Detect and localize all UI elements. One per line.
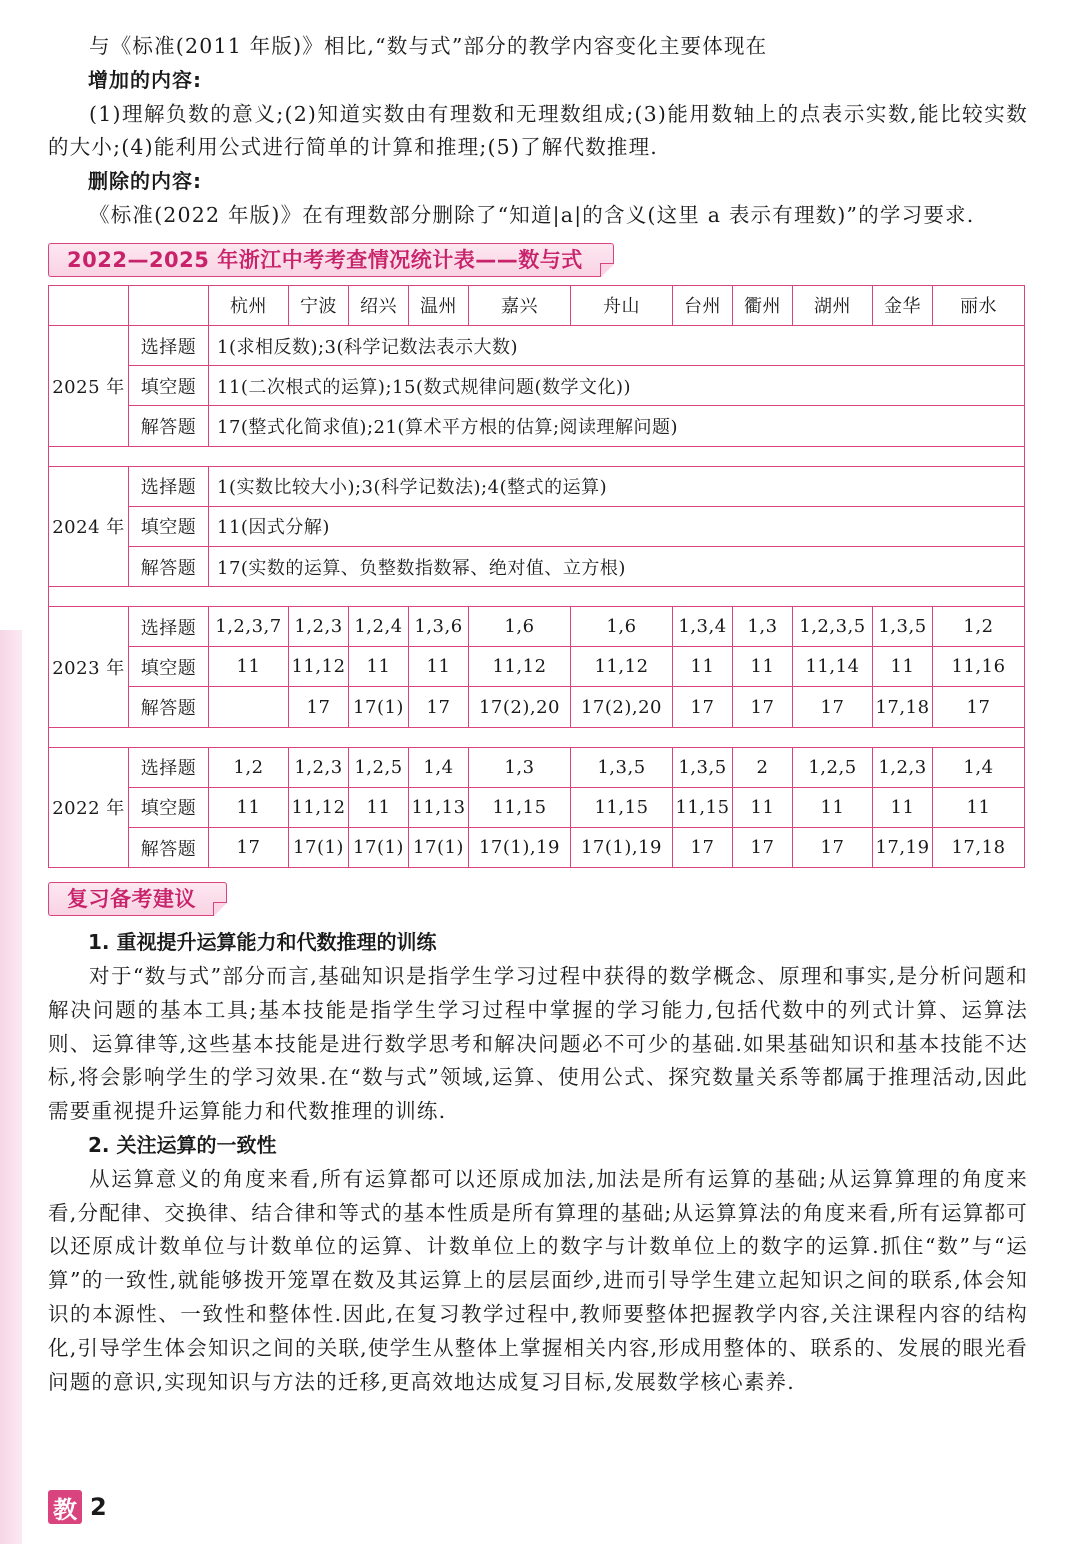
question-number-cell: 2 — [733, 747, 793, 787]
question-number-cell: 11 — [349, 787, 409, 827]
question-type-cell: 填空题 — [129, 787, 209, 827]
table-row — [49, 607, 1025, 647]
question-number-cell: 11 — [673, 647, 733, 687]
table-row — [49, 647, 1025, 687]
question-number-cell: 17(1) — [349, 828, 409, 868]
question-number-cell — [209, 687, 289, 727]
merged-content-cell: 17(实数的运算、负整数指数幂、绝对值、立方根) — [209, 546, 1025, 586]
table-row — [49, 406, 1025, 446]
advice-heading-2: 2. 关注运算的一致性 — [88, 1133, 277, 1157]
table-title — [48, 243, 614, 277]
question-number-cell: 1,2,3 — [289, 747, 349, 787]
question-number-cell: 17 — [673, 687, 733, 727]
question-number-cell: 17(1) — [349, 687, 409, 727]
city-header: 台州 — [673, 285, 733, 325]
advice-paragraph-1: 对于“数与式”部分而言,基础知识是指学生学习过程中获得的数学概念、原理和事实,是分析问题和解决问题的基本工具;基本技能是指学生学习过程中掌握的学习能力,包括代数中的列式计算、运算法则、运算律等,这些基本技能是进行数学思考和解决问题必不可少的基础.如果基础知识和基本技能不达标,将会影响学生的学习效果.在“数与式”领域,运算、使用公式、探究数量关系等都属于推理活动,因此需要重视提升运算能力和代数推理的训练. — [48, 964, 1028, 1124]
question-number-cell: 1,3,4 — [673, 607, 733, 647]
side-decoration-band — [0, 630, 22, 1544]
city-header: 嘉兴 — [469, 285, 571, 325]
question-number-cell: 1,4 — [933, 747, 1025, 787]
year-cell: 2025 年 — [49, 325, 129, 446]
question-number-cell: 17 — [209, 828, 289, 868]
city-header: 湖州 — [793, 285, 873, 325]
removed-text: 《标准(2022 年版)》在有理数部分删除了“知道|a|的含义(这里 a 表示有理数)”的学习要求. — [89, 202, 975, 227]
question-number-cell: 17(2),20 — [571, 687, 673, 727]
table-row — [49, 366, 1025, 406]
added-text: (1)理解负数的意义;(2)知道实数由有理数和无理数组成;(3)能用数轴上的点表示实数,能比较实数的大小;(4)能利用公式进行简单的计算和推理;(5)了解代数推理. — [48, 101, 1028, 160]
year-cell: 2023 年 — [49, 607, 129, 728]
question-number-cell: 17(1) — [409, 828, 469, 868]
question-number-cell: 11,12 — [571, 647, 673, 687]
question-number-cell: 17 — [673, 828, 733, 868]
city-header: 丽水 — [933, 285, 1025, 325]
table-row — [49, 828, 1025, 868]
city-header: 衢州 — [733, 285, 793, 325]
question-number-cell: 17,18 — [933, 828, 1025, 868]
question-number-cell: 17 — [733, 687, 793, 727]
question-number-cell: 1,3,5 — [873, 607, 933, 647]
question-number-cell: 11,12 — [289, 787, 349, 827]
table-row — [49, 325, 1025, 365]
question-type-cell: 填空题 — [129, 366, 209, 406]
page-number: 2 — [90, 1493, 107, 1521]
question-number-cell: 1,6 — [469, 607, 571, 647]
question-number-cell: 17,19 — [873, 828, 933, 868]
question-number-cell: 1,3,5 — [571, 747, 673, 787]
table-row — [49, 466, 1025, 506]
question-number-cell: 17 — [409, 687, 469, 727]
merged-content-cell: 11(因式分解) — [209, 506, 1025, 546]
question-number-cell: 11,15 — [469, 787, 571, 827]
merged-content-cell: 1(实数比较大小);3(科学记数法);4(整式的运算) — [209, 466, 1025, 506]
city-header: 金华 — [873, 285, 933, 325]
stats-table — [48, 285, 1025, 868]
question-number-cell: 17 — [793, 687, 873, 727]
question-number-cell: 1,6 — [571, 607, 673, 647]
year-cell: 2022 年 — [49, 747, 129, 868]
question-number-cell: 11,15 — [673, 787, 733, 827]
table-title-text: 2022—2025 年浙江中考考查情况统计表——数与式 — [67, 247, 583, 272]
city-header: 温州 — [409, 285, 469, 325]
table-row — [49, 747, 1025, 787]
city-header: 舟山 — [571, 285, 673, 325]
intro-line: 与《标准(2011 年版)》相比,“数与式”部分的教学内容变化主要体现在 — [89, 34, 768, 58]
year-cell: 2024 年 — [49, 466, 129, 587]
question-number-cell: 17 — [289, 687, 349, 727]
merged-content-cell: 17(整式化简求值);21(算术平方根的估算;阅读理解问题) — [209, 406, 1025, 446]
question-number-cell: 11,15 — [571, 787, 673, 827]
advice-title-wrap — [48, 882, 1028, 916]
advice-title — [48, 882, 227, 916]
question-type-cell: 选择题 — [129, 747, 209, 787]
question-number-cell: 17(1) — [289, 828, 349, 868]
question-number-cell: 1,2,5 — [793, 747, 873, 787]
page-footer — [48, 1490, 107, 1524]
table-title-wrap — [48, 243, 1028, 277]
advice-paragraph-2: 从运算意义的角度来看,所有运算都可以还原成加法,加法是所有运算的基础;从运算算理的角度来看,分配律、交换律、结合律和等式的基本性质是所有算理的基础;从运算算法的角度来看,所有运算都可以还原成计数单位与计数单位的运算、计数单位上的数字与计数单位上的数字的运算.抓住“数”与“运算”的一致性,就能够拨开笼罩在数及其运算上的层层面纱,进而引导学生建立起知识之间的联系,体会知识的本源性、一致性和整体性.因此,在复习教学过程中,教师要整体把握教学内容,关注课程内容的结构化,引导学生体会知识之间的关联,使学生从整体上掌握相关内容,形成用整体的、联系的、发展的眼光看问题的意识,实现知识与方法的迁移,更高效地达成复习目标,发展数学核心素养. — [48, 1166, 1028, 1394]
question-number-cell: 1,3,6 — [409, 607, 469, 647]
spacer-row — [49, 587, 1025, 607]
question-number-cell: 17 — [793, 828, 873, 868]
question-number-cell: 1,2 — [209, 747, 289, 787]
advice-heading-1: 1. 重视提升运算能力和代数推理的训练 — [88, 930, 437, 955]
question-number-cell: 11,14 — [793, 647, 873, 687]
spacer-cell — [49, 727, 1025, 747]
question-number-cell: 1,3 — [733, 607, 793, 647]
question-number-cell: 11 — [873, 647, 933, 687]
spacer-row — [49, 727, 1025, 747]
question-number-cell: 17,18 — [873, 687, 933, 727]
question-number-cell: 1,2,3,5 — [793, 607, 873, 647]
removed-heading: 删除的内容: — [88, 169, 202, 194]
question-type-cell: 选择题 — [129, 325, 209, 365]
question-number-cell: 17 — [933, 687, 1025, 727]
spacer-row — [49, 446, 1025, 466]
spacer-cell — [49, 446, 1025, 466]
corner-fold-icon — [600, 263, 614, 277]
question-number-cell: 11 — [793, 787, 873, 827]
header-blank — [129, 285, 209, 325]
question-type-cell: 填空题 — [129, 647, 209, 687]
question-type-cell: 选择题 — [129, 466, 209, 506]
question-number-cell: 17 — [733, 828, 793, 868]
question-number-cell: 1,2,4 — [349, 607, 409, 647]
question-number-cell: 11 — [209, 787, 289, 827]
spacer-cell — [49, 587, 1025, 607]
question-number-cell: 17(1),19 — [469, 828, 571, 868]
table-row — [49, 787, 1025, 827]
table-row — [49, 687, 1025, 727]
city-header: 绍兴 — [349, 285, 409, 325]
question-number-cell: 11 — [873, 787, 933, 827]
question-number-cell: 11 — [733, 647, 793, 687]
question-type-cell: 填空题 — [129, 506, 209, 546]
table-header-row — [49, 285, 1025, 325]
table-row — [49, 506, 1025, 546]
subject-badge: 教 — [48, 1490, 82, 1524]
question-type-cell: 解答题 — [129, 828, 209, 868]
question-number-cell: 1,2 — [933, 607, 1025, 647]
question-number-cell: 1,2,3 — [289, 607, 349, 647]
question-number-cell: 1,2,5 — [349, 747, 409, 787]
question-number-cell: 11,12 — [469, 647, 571, 687]
corner-fold-icon — [213, 902, 227, 916]
question-number-cell: 1,2,3,7 — [209, 607, 289, 647]
question-number-cell: 11 — [349, 647, 409, 687]
question-type-cell: 解答题 — [129, 406, 209, 446]
table-row — [49, 546, 1025, 586]
question-type-cell: 选择题 — [129, 607, 209, 647]
question-number-cell: 11,16 — [933, 647, 1025, 687]
question-number-cell: 11,13 — [409, 787, 469, 827]
question-number-cell: 1,2,3 — [873, 747, 933, 787]
question-number-cell: 11 — [933, 787, 1025, 827]
page-content — [48, 30, 1028, 1399]
question-number-cell: 11 — [209, 647, 289, 687]
question-number-cell: 1,4 — [409, 747, 469, 787]
question-number-cell: 1,3 — [469, 747, 571, 787]
question-number-cell: 1,3,5 — [673, 747, 733, 787]
question-type-cell: 解答题 — [129, 687, 209, 727]
question-number-cell: 17(2),20 — [469, 687, 571, 727]
merged-content-cell: 11(二次根式的运算);15(数式规律问题(数学文化)) — [209, 366, 1025, 406]
question-number-cell: 11,12 — [289, 647, 349, 687]
merged-content-cell: 1(求相反数);3(科学记数法表示大数) — [209, 325, 1025, 365]
city-header: 宁波 — [289, 285, 349, 325]
question-type-cell: 解答题 — [129, 546, 209, 586]
question-number-cell: 11 — [409, 647, 469, 687]
question-number-cell: 11 — [733, 787, 793, 827]
advice-title-text: 复习备考建议 — [67, 887, 196, 912]
question-number-cell: 17(1),19 — [571, 828, 673, 868]
city-header: 杭州 — [209, 285, 289, 325]
header-blank — [49, 285, 129, 325]
added-heading: 增加的内容: — [88, 67, 202, 92]
